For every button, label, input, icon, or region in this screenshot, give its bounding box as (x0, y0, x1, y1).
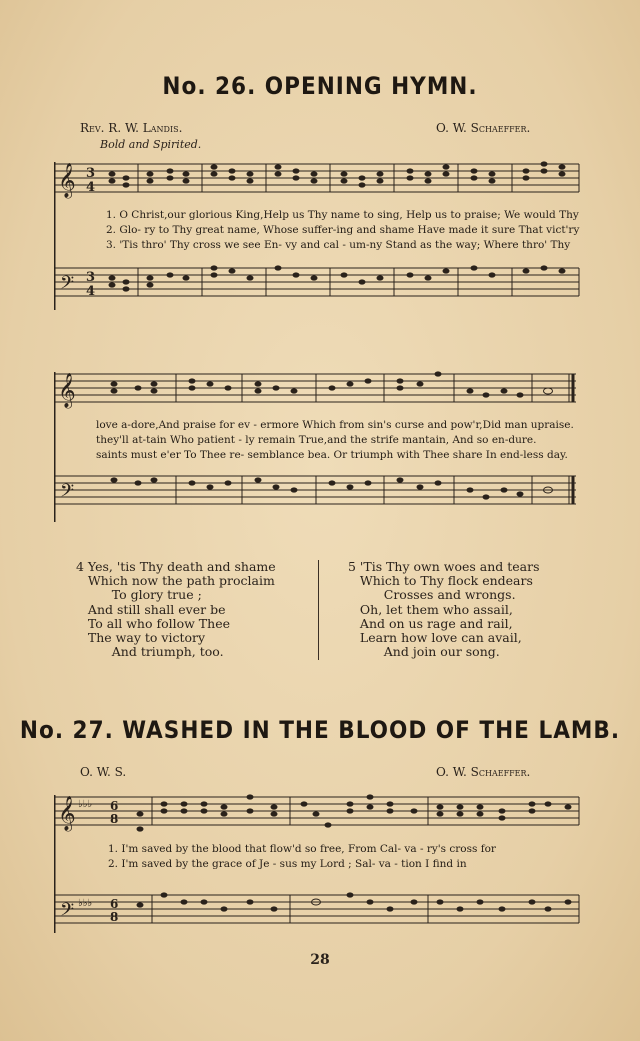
hymn-27-verse-2: 2. I'm saved by the grace of Je - sus my Lord ; Sal- va - tion I find in (108, 858, 467, 870)
tempo-marking: Bold and Spirited. (100, 138, 202, 151)
hymn-27-verse-1: 1. I'm saved by the blood that flow'd so free, From Cal- va - ry's cross for (108, 843, 496, 855)
bass-clef-icon: 𝄢 (60, 900, 75, 925)
treble-clef-icon: 𝄞 (58, 163, 76, 198)
hymn-26-verse-3-line-2: saints must e'er To Thee re- semblance bea. Or triumph with Thee share In end-less day. (96, 449, 568, 461)
hymn-26-title: No. 26. OPENING HYMN. (162, 72, 478, 100)
svg-text:6: 6 (110, 799, 119, 813)
svg-text:♭♭♭: ♭♭♭ (78, 799, 93, 810)
svg-text:4: 4 (86, 180, 96, 195)
bass-staff-lines (54, 268, 579, 296)
hymn-26-verse-3-line-1: 3. 'Tis thro' Thy cross we see En- vy and cal - um-ny Stand as the way; Where thro' Thy (106, 239, 571, 251)
treble-staff-lines (54, 164, 579, 192)
hymn-26-stanza-4: 4 Yes, 'tis Thy death and shame Which now the path proclaim To glory true ; And still shall ever be To all who follow Thee The way to victory And triumph, too. (76, 559, 276, 660)
hymn-26-verse-1-line-2: love a-dore,And praise for ev - ermore Which from sin's curse and pow'r,Did man upraise. (96, 419, 574, 431)
treble-clef-icon: 𝄞 (58, 796, 76, 831)
svg-text:8: 8 (110, 812, 119, 826)
svg-text:4: 4 (86, 284, 96, 299)
stanza-divider (318, 560, 319, 660)
svg-text:6: 6 (110, 897, 119, 911)
bass-clef-icon: 𝄢 (60, 481, 75, 506)
treble-clef-icon: 𝄞 (58, 373, 76, 408)
treble-notes (109, 161, 566, 187)
svg-text:3: 3 (86, 166, 96, 181)
page-number: 28 (310, 952, 330, 968)
hymn-26-system-2-score (54, 362, 584, 532)
hymn-27-title: No. 27. WASHED IN THE BLOOD OF THE LAMB. (19, 716, 621, 744)
bass-notes (111, 477, 553, 499)
treble-notes (137, 794, 572, 831)
svg-text:♭♭♭: ♭♭♭ (78, 898, 93, 909)
treble-notes (111, 371, 553, 397)
hymn-26-verse-2-line-2: they'll at-tain Who patient - ly remain True,and the strife mantain, And so en-dure. (96, 434, 537, 446)
hymn-27-composer: O. W. Schaeffer. (436, 765, 531, 779)
svg-text:3: 3 (86, 270, 96, 285)
svg-text:8: 8 (110, 910, 119, 924)
bass-clef-icon: 𝄢 (60, 273, 75, 298)
hymn-26-verse-1-line-1: 1. O Christ,our glorious King,Help us Thy name to sing, Help us to praise; We would Thy (106, 209, 579, 221)
bass-notes (109, 265, 566, 291)
hymn-26-stanza-5: 5 'Tis Thy own woes and tears Which to Thy flock endears Crosses and wrongs. Oh, let them who assail, And on us rage and rail, Learn how love can avail, And join our song. (348, 559, 540, 660)
hymn-26-verse-2-line-1: 2. Glo- ry to Thy great name, Whose suffer-ing and shame Have made it sure That vict'ry (106, 224, 580, 236)
hymn-27-author: O. W. S. (80, 765, 127, 779)
hymn-26-author: Rev. R. W. Landis. (80, 121, 183, 135)
hymn-26-composer: O. W. Schaeffer. (436, 121, 531, 135)
